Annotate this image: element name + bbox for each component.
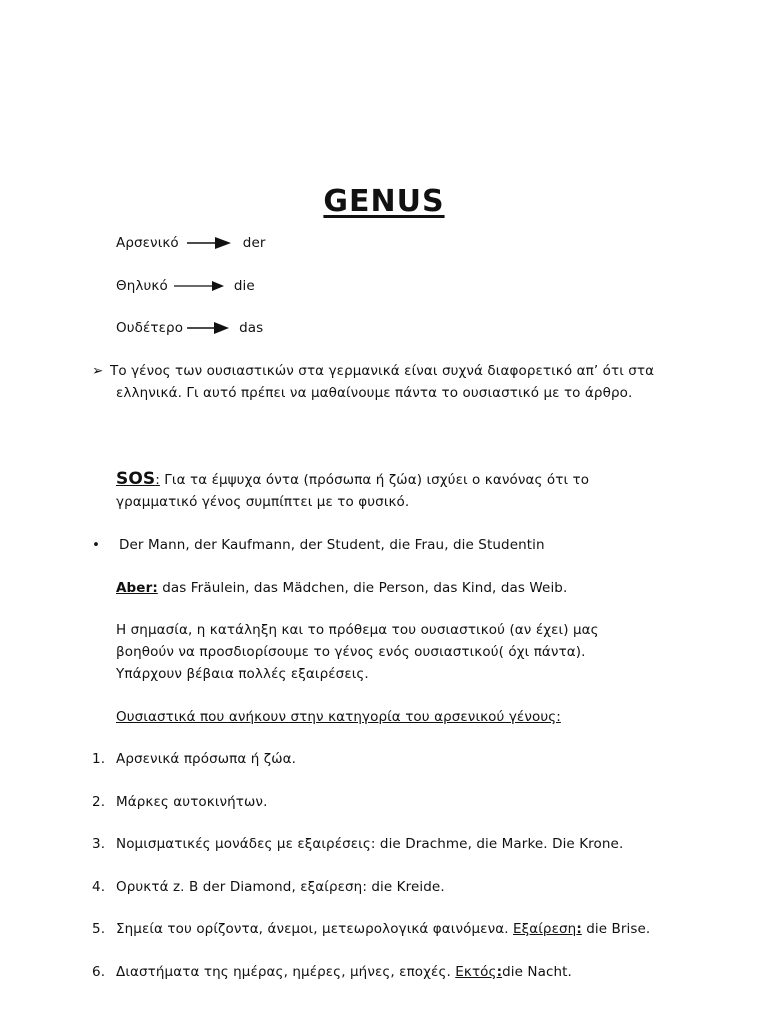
meaning-line: Υπάρχουν βέβαια πολλές εξαιρέσεις. [116, 666, 369, 682]
gender-label: Θηλυκό [116, 278, 168, 294]
aber-text: das Fräulein, das Mädchen, die Person, das Kind, das Weib. [157, 580, 568, 596]
list-item-text: Διαστήματα της ημέρας, ημέρες, μήνες, εποχές. [116, 964, 456, 980]
exception-colon: : [496, 964, 503, 980]
aber-label: Aber: [116, 580, 158, 596]
list-item: Μάρκες αυτοκινήτων. [116, 794, 268, 810]
note-line: ελληνικά. Γι αυτό πρέπει να μαθαίνουμε πάντα το ουσιαστικό με το άρθρο. [116, 385, 633, 401]
aber-line [116, 577, 567, 599]
gender-label: Ουδέτερο [116, 320, 184, 336]
list-item [116, 918, 650, 940]
section-heading: Ουσιαστικά που ανήκουν στην κατηγορία του αρσενικού γένους: [116, 709, 561, 725]
note-marker: ➢ [92, 363, 104, 379]
list-number: 4. [92, 879, 106, 895]
exception-label: Εκτός [455, 964, 497, 980]
article-label: das [239, 320, 264, 336]
list-number: 6. [92, 964, 106, 980]
sos-line: Για τα έμψυχα όντα (πρόσωπα ή ζώα) ισχύει ο κανόνας ότι το [159, 472, 590, 488]
meaning-line: Η σημασία, η κατάληξη και το πρόθεμα του ουσιαστικού (αν έχει) μας [116, 622, 599, 638]
arrow-right-icon [187, 322, 229, 334]
arrow-right-icon [174, 280, 224, 292]
list-item-text: die Brise. [581, 921, 651, 937]
article-row-masculine [116, 232, 266, 254]
sos-colon: : [155, 472, 160, 488]
list-item-text: Σημεία του ορίζοντα, άνεμοι, μετεωρολογικά φαινόμενα. [116, 921, 513, 937]
list-number: 5. [92, 921, 106, 937]
list-item: Ορυκτά z. B der Diamond, εξαίρεση: die Kreide. [116, 879, 445, 895]
sos-label: SOS [116, 469, 156, 489]
list-number: 2. [92, 794, 106, 810]
meaning-line: βοηθούν να προσδιορίσουμε το γένος ενός ουσιαστικού( όχι πάντα). [116, 644, 586, 660]
list-number: 1. [92, 751, 106, 767]
exception-label: Εξαίρεση [513, 921, 577, 937]
examples-line: Der Mann, der Kaufmann, der Student, die Frau, die Studentin [119, 537, 545, 553]
arrow-right-icon [187, 237, 231, 249]
sos-paragraph [116, 468, 676, 513]
list-item: Αρσενικά πρόσωπα ή ζώα. [116, 751, 297, 767]
list-item-text: die Nacht. [502, 964, 572, 980]
bullet-marker: • [92, 537, 101, 553]
list-item [116, 961, 572, 983]
sos-line: γραμματικό γένος συμπίπτει με το φυσικό. [116, 494, 410, 510]
gender-label: Αρσενικό [116, 235, 179, 251]
list-item: Νομισματικές μονάδες με εξαιρέσεις: die Drachme, die Marke. Die Krone. [116, 836, 624, 852]
note-paragraph [110, 360, 670, 404]
article-row-feminine [116, 275, 255, 297]
exception-colon: : [576, 921, 582, 937]
article-label: die [233, 278, 255, 294]
note-line: Το γένος των ουσιαστικών στα γερμανικά είναι συχνά διαφορετικό απ’ ότι στα [110, 363, 655, 379]
meaning-paragraph [116, 619, 676, 685]
article-row-neuter [116, 317, 263, 339]
list-number: 3. [92, 836, 106, 852]
article-label: der [242, 235, 266, 251]
page-title: GENUS [323, 184, 445, 219]
